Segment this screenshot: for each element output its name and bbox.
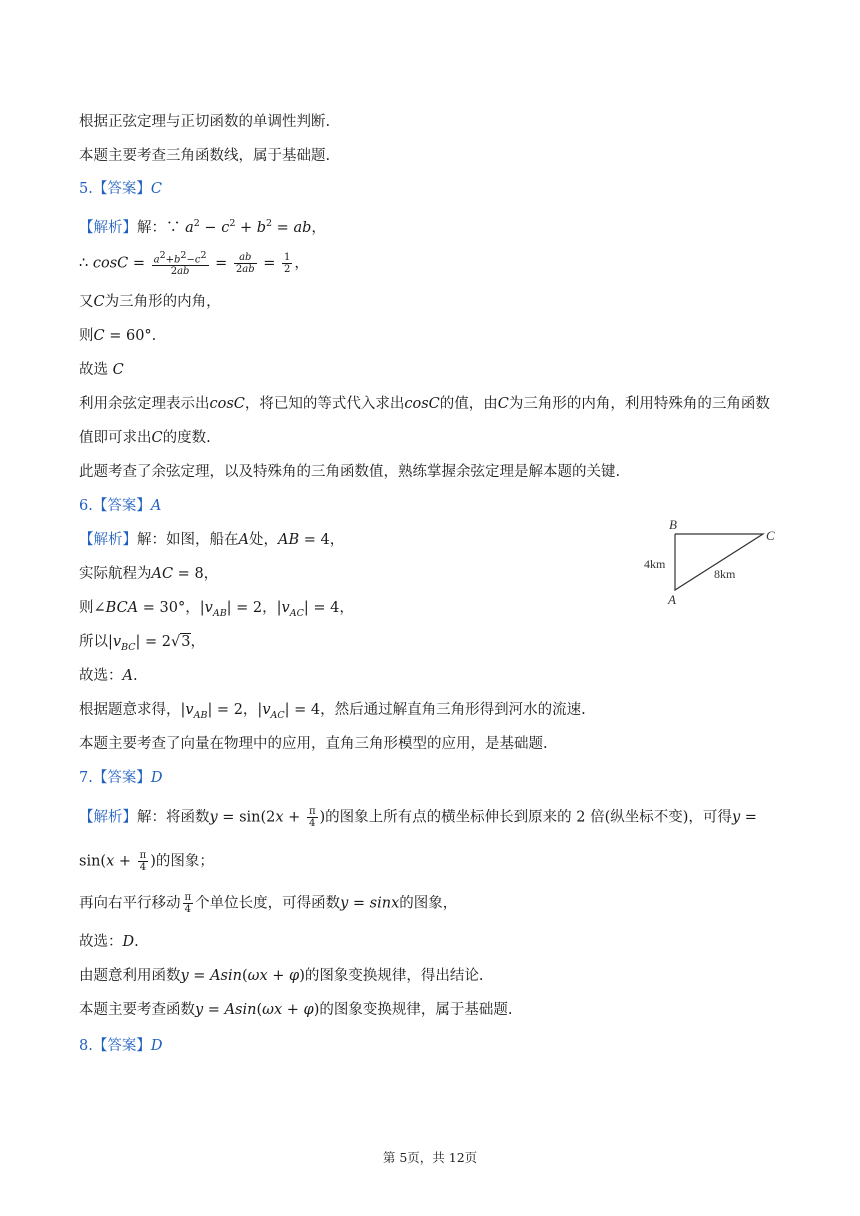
text-line: 故选：A. <box>79 668 138 684</box>
answer-value: C <box>150 181 162 197</box>
answer-heading-7: 7.【答案】D <box>79 770 163 786</box>
text-line: 本题主要考查了向量在物理中的应用，直角三角形模型的应用，是基础题. <box>79 736 548 752</box>
text-line: 则∠BCA = 30°，$|v_{AB}| = 2$，$|v_{AC}| = 4$， <box>79 600 354 619</box>
formula-line: 再向右平行移动 $\frac{\pi}{4}$ 个单位长度，可得函数y = sinx的图象， <box>79 892 458 915</box>
text-line: 此题考查了余弦定理，以及特殊角的三角函数值，熟练掌握余弦定理是解本题的关键. <box>79 464 621 480</box>
vertex-a-label: A <box>668 592 676 607</box>
text-line: 则C = 60°. <box>79 328 157 344</box>
text-line: 本题主要考查三角函数线，属于基础题. <box>79 148 331 164</box>
text-line: 故选：D. <box>79 934 139 950</box>
answer-value: D <box>150 770 163 786</box>
text-line: 【解析】解：如图，船在A处，AB = 4， <box>79 532 345 548</box>
text-line: 所以$|v_{BC}| = 2√3$， <box>79 634 205 653</box>
text-line: 又C为三角形的内角， <box>79 294 221 310</box>
formula-line: 【解析】解：将函数y = sin(2x + $\frac{\pi}{4}$ )的图象上所有点的横坐标伸长到原来的 2 倍(纵坐标不变)，可得y = <box>79 806 757 829</box>
text-line: 实际航程为AC = 8， <box>79 566 219 582</box>
vertex-b-label: B <box>669 517 677 532</box>
text-line: 本题主要考查函数y = Asin(ωx + φ)的图象变换规律，属于基础题. <box>79 1002 513 1018</box>
answer-heading-6: 6.【答案】A <box>79 498 162 514</box>
text-line: 值即可求出C的度数. <box>79 430 211 446</box>
formula-line: ∴ cosC = $\frac{a^2+b^2-c^2}{2ab}$ = $\frac{ab}{2ab}$ = $\frac{1}{2}$ ， <box>79 250 309 278</box>
page-footer: 第 5页，共 12页 <box>382 1150 478 1165</box>
vertex-c-label: C <box>766 528 775 543</box>
answer-heading-5: 5.【答案】C <box>79 181 162 197</box>
text-line: 由题意利用函数y = Asin(ωx + φ)的图象变换规律，得出结论. <box>79 968 484 984</box>
side-ac-label: 8km <box>714 567 736 581</box>
side-ab-label: 4km <box>644 557 666 571</box>
text-line: 【解析】解：∵ $a^2 - c^2 + b^2$ = ab， <box>79 218 326 236</box>
text-line: 利用余弦定理表示出cosC，将已知的等式代入求出cosC的值，由C为三角形的内角，利用特殊角的三角函数 <box>79 396 770 412</box>
formula-line: sin(x + $\frac{\pi}{4}$ )的图象； <box>79 850 214 873</box>
text-line: 根据正弦定理与正切函数的单调性判断. <box>79 114 331 130</box>
answer-value: A <box>150 498 162 514</box>
triangle-figure <box>638 512 788 612</box>
answer-heading-8: 8.【答案】D <box>79 1038 163 1054</box>
text-line: 故选 C <box>79 362 124 378</box>
answer-value: D <box>150 1038 163 1054</box>
text-line: 根据题意求得，$|v_{AB}| = 2$，$|v_{AC}| = 4$，然后通过解直角三角形得到河水的流速. <box>79 702 586 721</box>
